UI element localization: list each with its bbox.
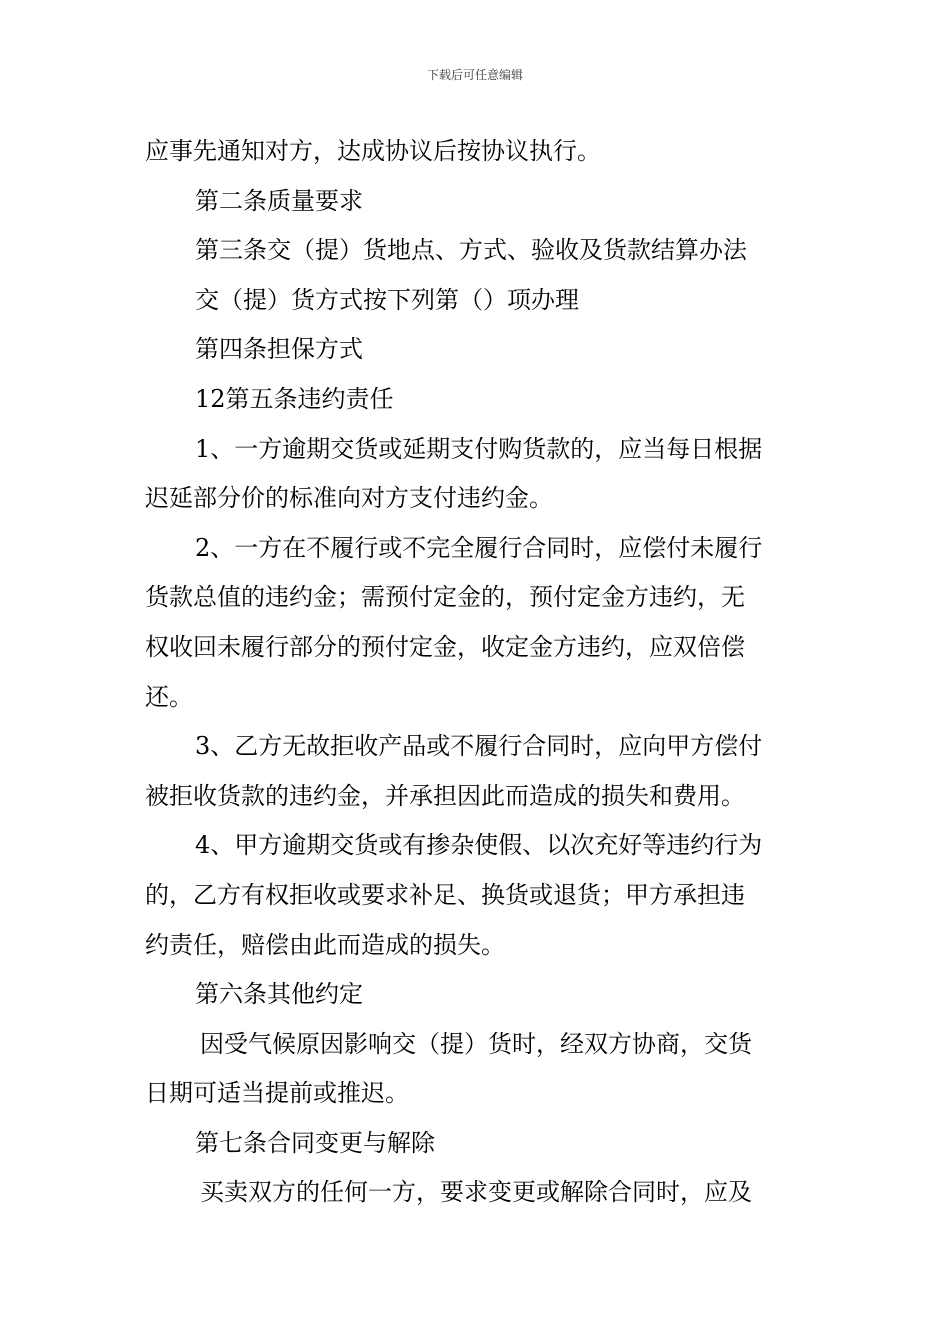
article-heading: 第四条担保方式 — [195, 335, 363, 364]
paragraph-line: 迟延部分价的标准向对方支付违约金。 — [145, 484, 553, 513]
paragraph-line: 日期可适当提前或推迟。 — [145, 1079, 409, 1108]
paragraph-line: 的，乙方有权拒收或要求补足、换货或退货；甲方承担违 — [145, 880, 745, 909]
paragraph-line: 权收回未履行部分的预付定金，收定金方违约，应双倍偿 — [145, 632, 745, 661]
article-heading: 第二条质量要求 — [195, 186, 363, 215]
paragraph-line: 1、一方逾期交货或延期支付购货款的，应当每日根据 — [195, 434, 763, 463]
article-heading: 第三条交（提）货地点、方式、验收及货款结算办法 — [195, 236, 747, 265]
paragraph-line: 2、一方在不履行或不完全履行合同时，应偿付未履行 — [195, 533, 763, 562]
article-heading: 第六条其他约定 — [195, 980, 363, 1009]
paragraph-line: 4、甲方逾期交货或有掺杂使假、以次充好等违约行为 — [195, 831, 763, 860]
paragraph-line: 被拒收货款的违约金，并承担因此而造成的损失和费用。 — [145, 781, 745, 810]
paragraph-line: 还。 — [145, 682, 193, 711]
article-heading: 第七条合同变更与解除 — [195, 1128, 435, 1157]
paragraph-line: 因受气候原因影响交（提）货时，经双方协商，交货 — [200, 1029, 752, 1058]
paragraph-line: 约责任，赔偿由此而造成的损失。 — [145, 930, 505, 959]
page-header: 下载后可任意编辑 — [426, 68, 523, 82]
paragraph-line: 3、乙方无故拒收产品或不履行合同时，应向甲方偿付 — [195, 732, 763, 761]
document-body — [145, 127, 810, 1218]
paragraph-line: 应事先通知对方，达成协议后按协议执行。 — [145, 137, 601, 165]
paragraph-line: 买卖双方的任何一方，要求变更或解除合同时，应及 — [200, 1178, 752, 1207]
article-heading: 12第五条违约责任 — [195, 384, 394, 413]
paragraph-line: 交（提）货方式按下列第（）项办理 — [195, 285, 579, 314]
paragraph-line: 货款总值的违约金；需预付定金的，预付定金方违约，无 — [145, 583, 745, 612]
